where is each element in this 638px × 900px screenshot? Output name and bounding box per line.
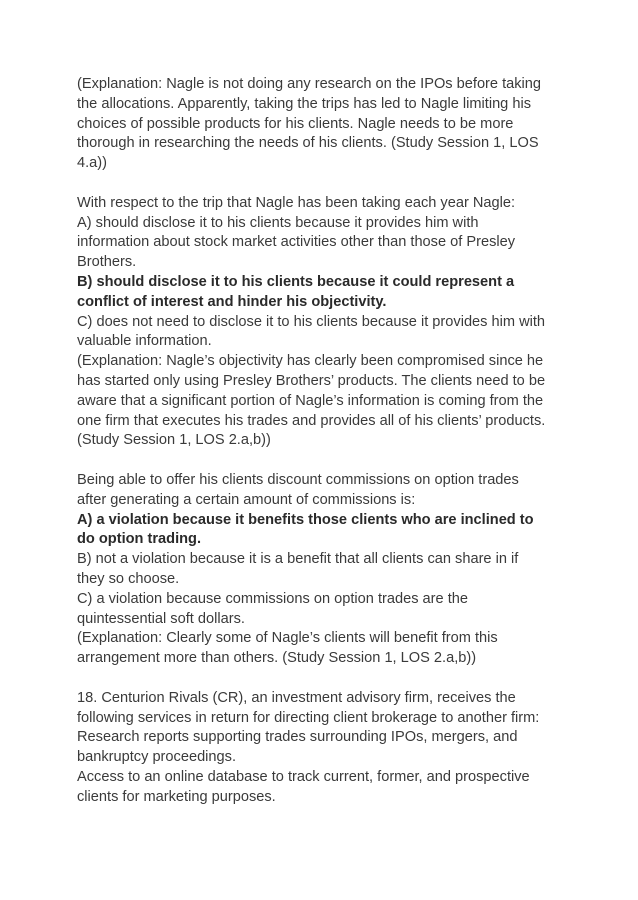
question-stem: 18. Centurion Rivals (CR), an investment advisory firm, receives the	[77, 689, 516, 706]
question-stem: Being able to offer his clients discount commissions on option trades	[77, 471, 519, 488]
answer-option-c: C) does not need to disclose it to his clients because it provides him with	[77, 313, 546, 330]
service-item: bankruptcy proceedings.	[77, 749, 237, 766]
explanation-line: arrangement more than others. (Study Session 1, LOS 2.a,b))	[77, 650, 477, 667]
question-18-stem	[77, 689, 567, 808]
service-item: Access to an online database to track current, former, and prospective	[77, 768, 530, 785]
explanation-line: one firm that executes his trades and provides all of his clients’ products.	[77, 412, 546, 429]
explanation-line: (Explanation: Clearly some of Nagle’s clients will benefit from this	[77, 630, 498, 647]
text-line: 4.a))	[77, 155, 108, 172]
answer-option-b: they so choose.	[77, 570, 180, 587]
explanation-line: has started only using Presley Brothers’ products. The clients need to be	[77, 372, 546, 389]
answer-option-c: valuable information.	[77, 333, 212, 350]
answer-option-b: B) not a violation because it is a benefit that all clients can share in if	[77, 551, 519, 568]
question-stem: With respect to the trip that Nagle has been taking each year Nagle:	[77, 194, 516, 211]
correct-answer-option-a: do option trading.	[77, 531, 202, 548]
question-stem: after generating a certain amount of commissions is:	[77, 491, 416, 508]
explanation-line: (Study Session 1, LOS 2.a,b))	[77, 432, 271, 449]
text-line: (Explanation: Nagle is not doing any research on the IPOs before taking	[77, 76, 542, 92]
question-stem: following services in return for directing client brokerage to another firm:	[77, 709, 540, 726]
question-trip-disclosure	[77, 194, 567, 451]
service-item: clients for marketing purposes.	[77, 788, 276, 805]
correct-answer-option-a: A) a violation because it benefits those clients who are inclined to	[77, 511, 534, 528]
correct-answer-option-b: conflict of interest and hinder his objectivity.	[77, 293, 387, 310]
answer-option-c: quintessential soft dollars.	[77, 610, 245, 627]
text-line: thorough in researching the needs of his clients. (Study Session 1, LOS	[77, 135, 539, 152]
answer-option-c: C) a violation because commissions on option trades are the	[77, 590, 468, 607]
answer-option-a: A) should disclose it to his clients because it provides him with	[77, 214, 479, 231]
explanation-line: aware that a significant portion of Nagle’s information is coming from the	[77, 392, 544, 409]
answer-option-a: information about stock market activities other than those of Presley	[77, 234, 516, 251]
service-item: Research reports supporting trades surrounding IPOs, mergers, and	[77, 729, 518, 746]
text-line: the allocations. Apparently, taking the trips has led to Nagle limiting his	[77, 95, 532, 112]
answer-option-a: Brothers.	[77, 254, 137, 271]
explanation-line: (Explanation: Nagle’s objectivity has clearly been compromised since he	[77, 353, 544, 370]
document-page	[77, 75, 567, 827]
explanation-paragraph	[77, 75, 567, 174]
correct-answer-option-b: B) should disclose it to his clients because it could represent a	[77, 273, 515, 290]
question-discount-commissions	[77, 471, 567, 669]
text-line: choices of possible products for his clients. Nagle needs to be more	[77, 115, 514, 132]
